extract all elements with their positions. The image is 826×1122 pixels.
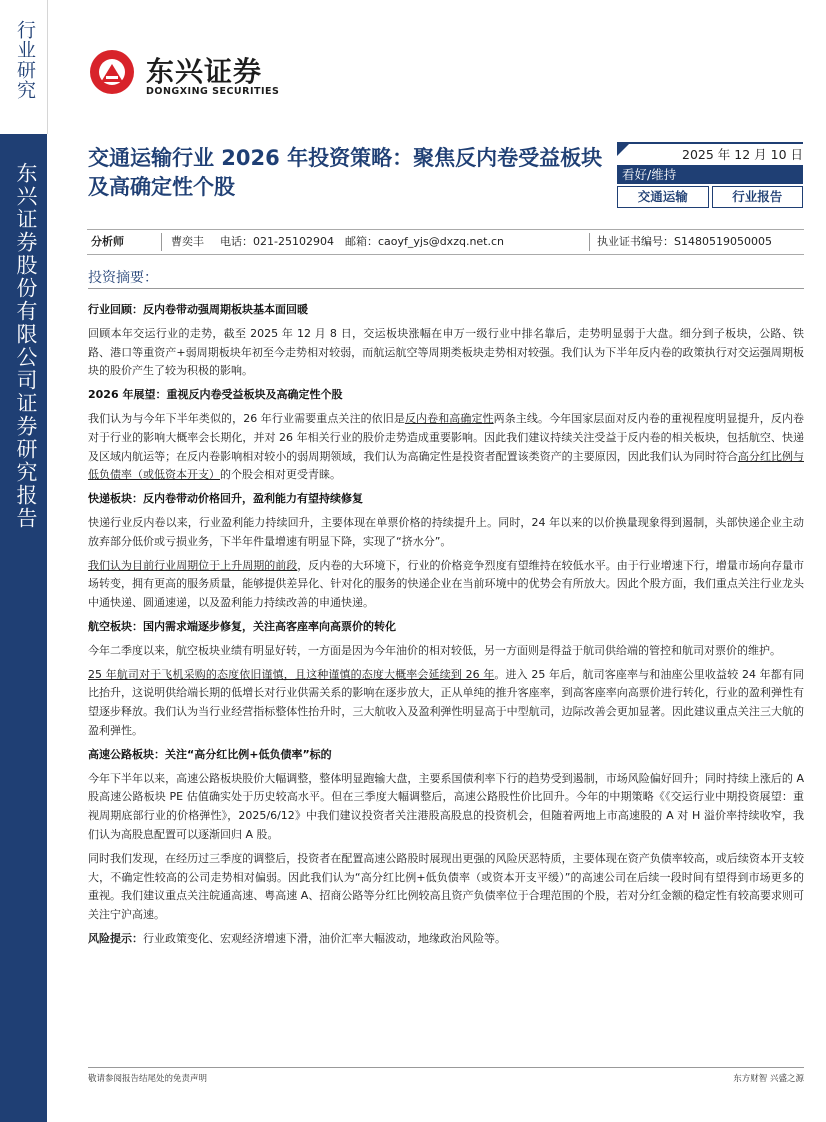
- sidebar-industry-research-label: 行业研究: [14, 20, 36, 100]
- report-date-text: 2025 年 12 月 10 日: [682, 147, 803, 162]
- paragraph: 今年下半年以来，高速公路板块股价大幅调整，整体明显跑输大盘，主要系国债利率下行的趋势受到遏制，市场风险偏好回升；同时持续上涨后的 A 股高速公路板块 PE 估值确实处于历史较高水平。但在三季度大幅调整后，高速公路股性价比回升。今年的中期策略《《交运行业中期投资展望：重视周期底部行业的价格弹性》，2025/6/12》中我们建议投资者关注港股高股息的投资机会，但随着两地上市高速股的 A 对 H 溢价率持续收窄，我们认为高股息配置可以逐渐回归 A 股。: [88, 771, 804, 841]
- analyst-cert-number: 执业证书编号：S1480519050005: [597, 235, 772, 248]
- underlined-text: 25 年航司对于飞机采购的态度依旧谨慎，且这种谨慎的态度大概率会延续到 26 年: [88, 667, 495, 681]
- underlined-text: 高分红比例与低负债率（或低资本开支）: [88, 449, 804, 482]
- summary-heading: 投资摘要：: [88, 270, 158, 286]
- divider: [161, 233, 162, 251]
- footer-slogan: 东方财智 兴盛之源: [733, 1074, 804, 1084]
- sidebar-band: [0, 134, 47, 1122]
- divider: [589, 233, 590, 251]
- risk-text: 行业政策变化、宏观经济增速下滑，油价汇率大幅波动，地缘政治风险等。: [143, 931, 506, 945]
- analyst-email[interactable]: 邮箱：caoyf_yjs@dxzq.net.cn: [345, 235, 505, 248]
- text-run: 我们认为与今年下半年类似的，26 年行业需要重点关注的依旧是: [88, 411, 405, 425]
- text-run: 的个股会相对更受青睐。: [220, 468, 341, 482]
- section-head-express: 快递板块：反内卷带动价格回升，盈利能力有望持续修复: [88, 492, 363, 506]
- industry-tag: 交通运输: [617, 186, 709, 208]
- summary-divider: [88, 288, 804, 289]
- footer-disclaimer: 敬请参阅报告结尾处的免责声明: [88, 1074, 208, 1084]
- report-meta-box: [617, 142, 803, 208]
- analyst-name: 曹奕丰: [171, 235, 204, 248]
- paragraph: 同时我们发现，在经历过三季度的调整后，投资者在配置高速公路股时展现出更强的风险厌恶特质，主要体现在资产负债率较高，或后续资本开支较大，不确定性较高的公司走势相对偏弱。因此我们认为“高分红比例+低负债率（或资本开支平缓）”的高速公司在后续一段时间有望得到市场更多的重视。我们建议重点关注皖通高速、粤高速 A、招商公路等分红比例较高且资产负债率位于合理范围的个股，若对分红金额的稳定性有较高要求则可关注宁沪高速。: [88, 851, 804, 922]
- underlined-text: 我们认为目前行业周期位于上升周期的前段: [88, 558, 298, 572]
- paragraph: [88, 410, 804, 485]
- risk-paragraph: [88, 930, 804, 949]
- analyst-bar: [87, 229, 804, 255]
- risk-heading: 风险提示：: [88, 931, 143, 945]
- text-run: 。进入 25 年后，航司客座率与和油座公里收益较 24 年都有同比抬升，这说明供给端长期的低增长对行业供需关系的影响在逐步放大，正从单纯的推升客座率，到高客座率向高票价进行转化，行业的盈利弹性有望逐步释放。我们认为当行业经营指标整体性抬升时，三大航收入及盈利弹性明显高于中型航司，边际改善会更加显著。因此建议重点关注三大航的盈利弹性。: [88, 667, 804, 737]
- paragraph: 快递行业反内卷以来，行业盈利能力持续回升，主要体现在单票价格的持续提升上。同时，24 年以来的以价换量现象得到遏制，头部快递企业主动放弃部分低价或亏损业务，下半年件量增速有明显下降，实现了“挤水分”。: [88, 515, 804, 548]
- sidebar-company-label: 东兴证券股份有限公司证券研究报告: [14, 162, 38, 530]
- rating-badge: 看好/维持: [617, 165, 803, 184]
- company-logo: [88, 48, 288, 104]
- section-head-highway: 高速公路板块：关注“高分红比例+低负债率”标的: [88, 747, 332, 761]
- corner-triangle-icon: [617, 144, 629, 156]
- report-type-tag: 行业报告: [712, 186, 804, 208]
- paragraph: 回顾本年交运行业的走势，截至 2025 年 12 月 8 日，交运板块涨幅在申万一级行业中排名靠后，走势明显弱于大盘。细分到子板块，公路、铁路、港口等重资产+弱周期板块年初至今走势相对较弱，而航运航空等周期类板块走势相对较强。我们认为下半年反内卷的政策执行对交运强周期板块的股价产生了较为积极的影响。: [88, 326, 804, 378]
- logo-name-en: DONGXING SECURITIES: [146, 86, 280, 97]
- analyst-label: 分析师: [91, 235, 124, 248]
- logo-name-cn: 东兴证券: [146, 55, 263, 88]
- text-run: ，反内卷的大环境下，行业的价格竞争烈度有望维持在较低水平。由于行业增速下行，增量市场向存量市场转变，拥有更高的服务质量，能够提供差异化、针对化的服务的快递企业在当前环境中的优势会有所放大。因此个股方面，我们重点关注行业龙头中通快递、圆通速递，以及盈利能力持续改善的申通快递。: [88, 558, 804, 610]
- section-head-review: 行业回顾：反内卷带动强周期板块基本面回暖: [88, 303, 308, 316]
- section-head-outlook: 2026 年展望：重视反内卷受益板块及高确定性个股: [88, 388, 343, 402]
- report-date: [617, 142, 803, 165]
- underlined-text: 反内卷和高确定性: [404, 411, 494, 425]
- paragraph: [88, 666, 804, 741]
- section-head-aviation: 航空板块：国内需求端逐步修复，关注高客座率向高票价的转化: [88, 619, 396, 633]
- footer-divider: [88, 1067, 804, 1068]
- paragraph: [88, 557, 804, 613]
- sidebar-top: [0, 0, 48, 134]
- report-title: 交通运输行业 2026 年投资策略：聚焦反内卷受益板块及高确定性个股: [88, 146, 603, 199]
- analyst-phone: 电话：021-25102904: [220, 235, 334, 248]
- text-run: 两条主线。今年国家层面对反内卷的重视程度明显提升，反内卷对于行业的影响大概率会长期化，并对 26 年相关行业的股价走势造成重要影响。因此我们建议持续关注受益于反内卷的相关板块，包括航空、快递及区域内航运等；在反内卷影响相对较小的弱周期领域，我们认为高确定性是投资者配置该类资产的主要原因，因此我们认为同时符合: [88, 411, 804, 463]
- report-body: [88, 301, 804, 954]
- paragraph: 今年二季度以来，航空板块业绩有明显好转，一方面是因为今年油价的相对较低，另一方面则是得益于航司供给端的管控和航司对票价的维护。: [88, 643, 781, 657]
- logo-emblem-icon: [88, 48, 136, 96]
